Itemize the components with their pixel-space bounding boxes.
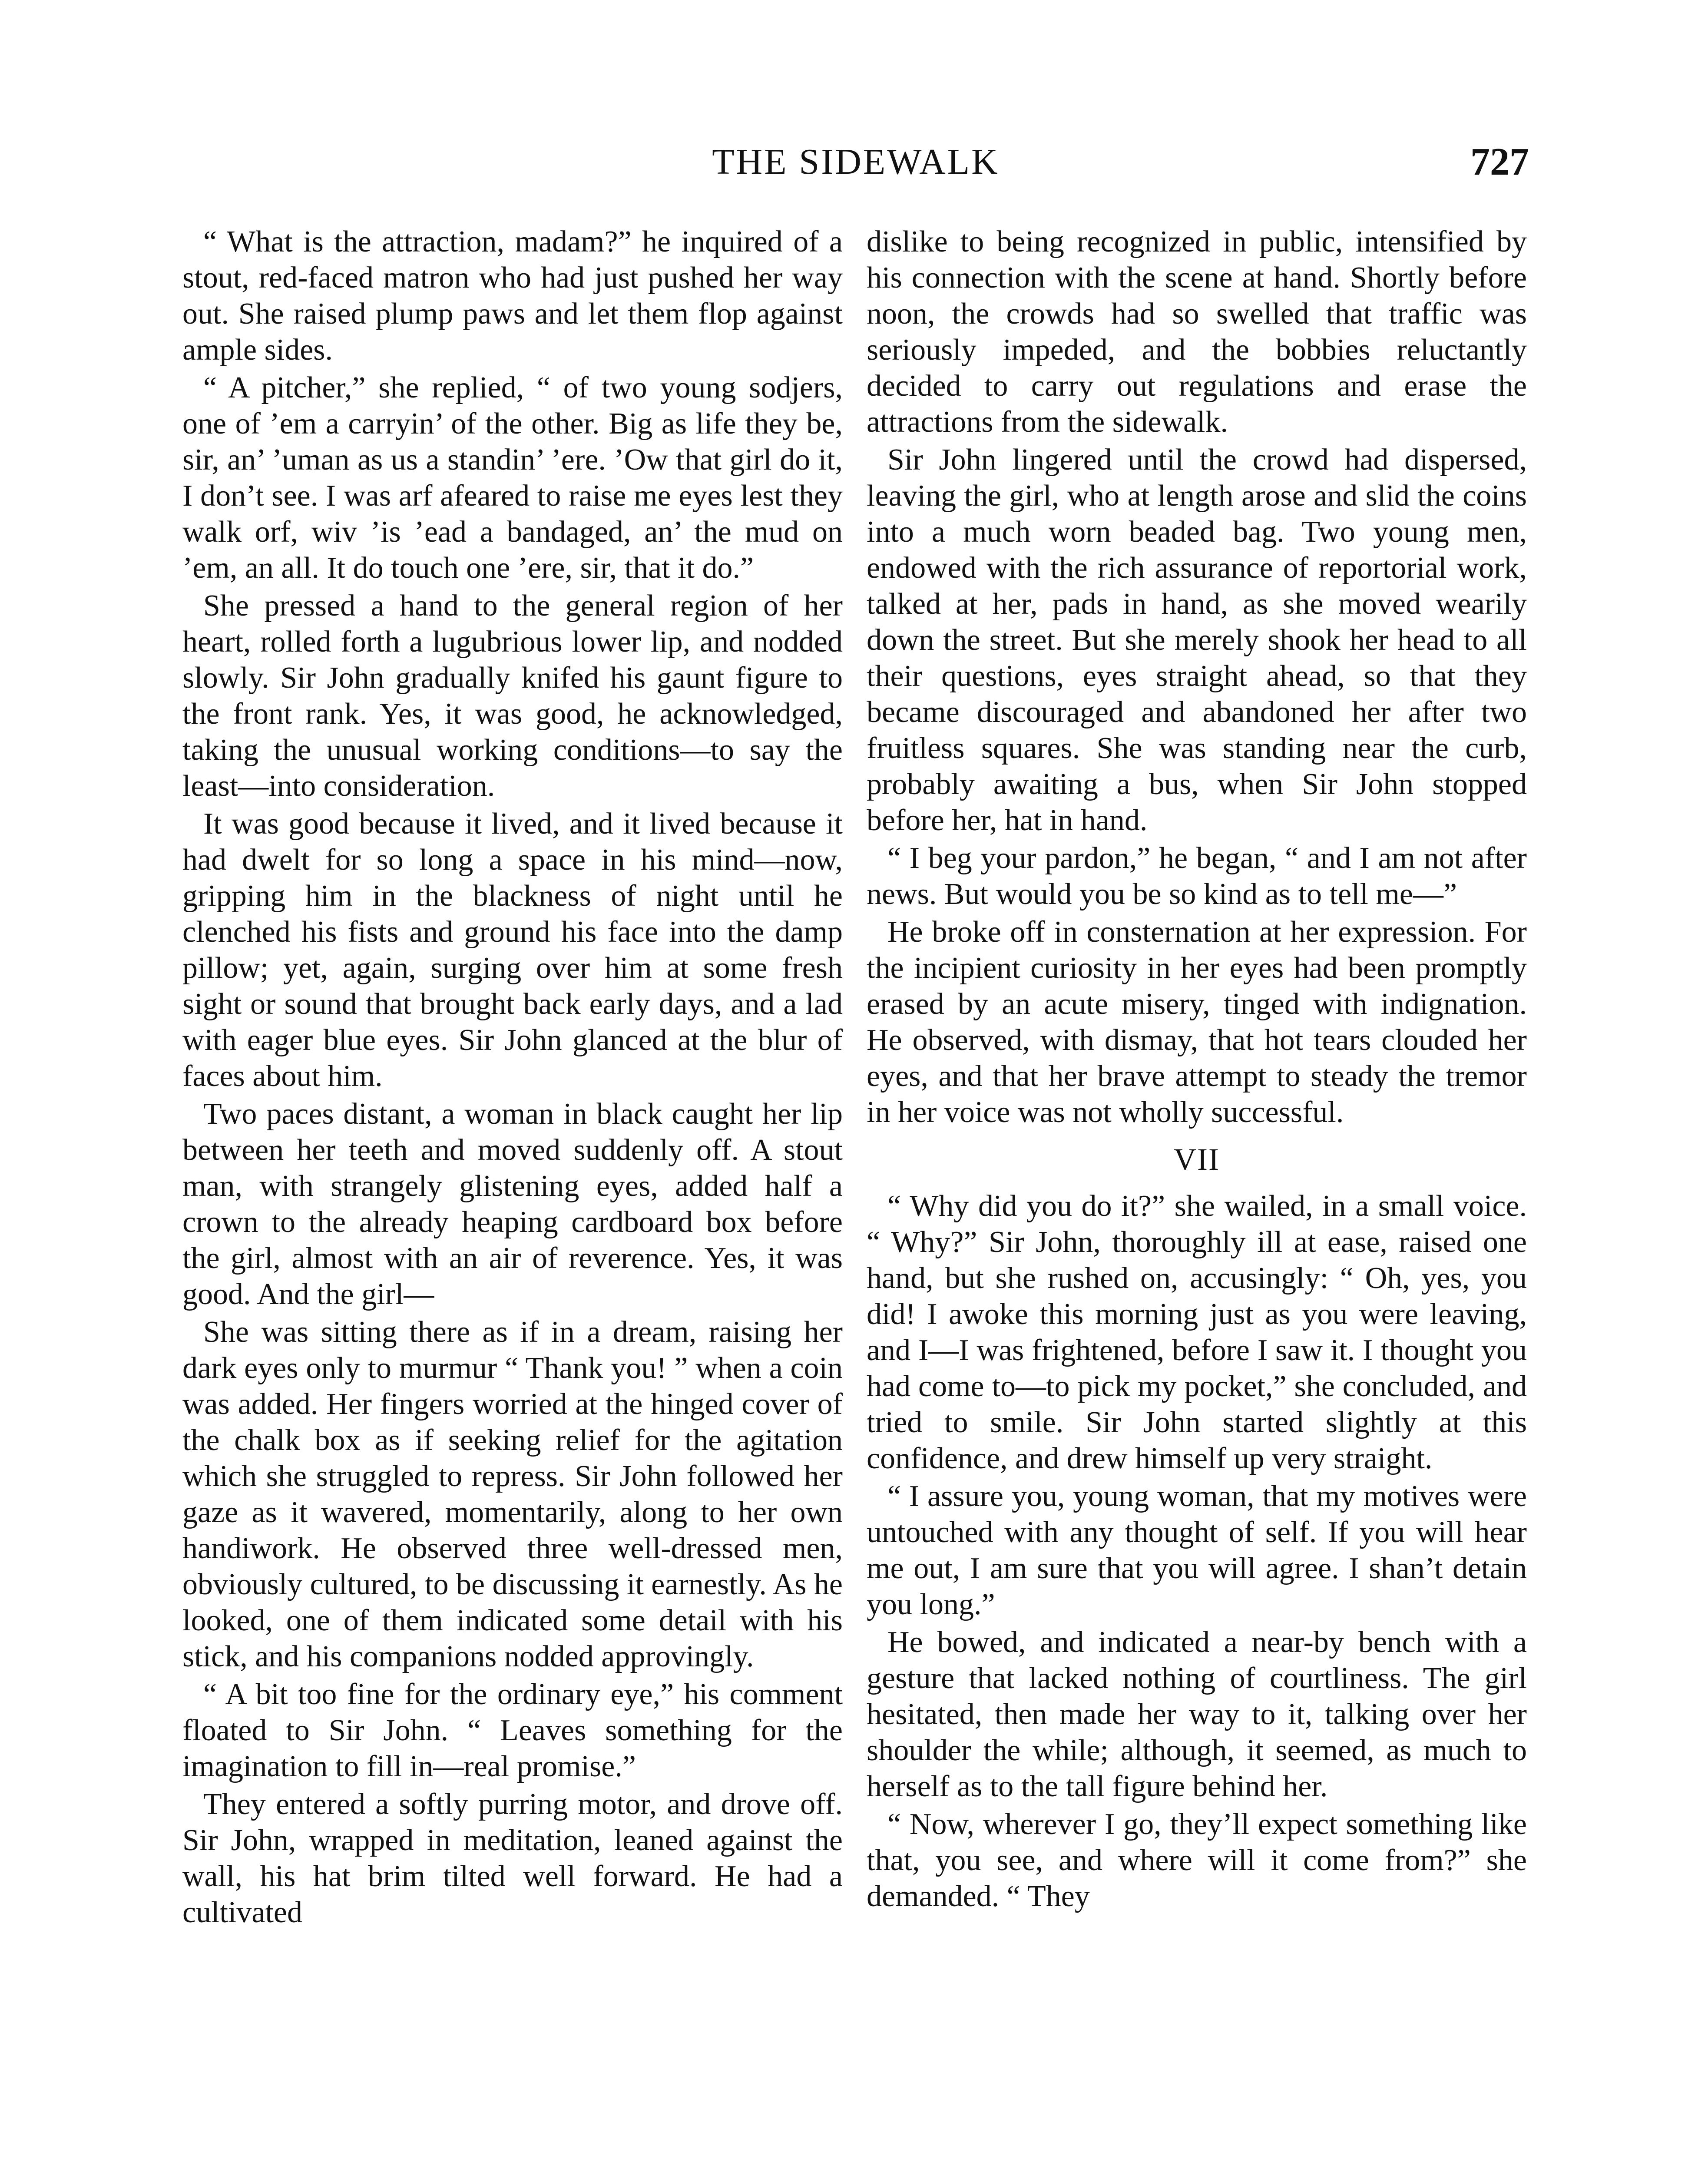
paragraph: “ I assure you, young woman, that my motives were untouched with any thought of self. If you will hear me out, I am sure that you will agree. I shan’t detain you long.” (867, 1480, 1527, 1621)
paragraph: Two paces distant, a woman in black caught her lip between her teeth and moved suddenly off. A stout man, with strangely glistening eyes, added half a crown to the already heaping cardboard box before the girl, almost with an air of reverence. Yes, it was good. And the girl— (182, 1097, 843, 1311)
paragraph: Sir John lingered until the crowd had dispersed, leaving the girl, who at length arose and slid the coins into a much worn beaded bag. Two young men, endowed with the rich assurance of reportorial work, talked at her, pads in hand, as she moved wearily down the street. But she merely shook her head to all their questions, eyes straight ahead, so that they became discouraged and abandoned her after two fruitless squares. She was standing near the curb, probably awaiting a bus, when Sir John stopped before her, hat in hand. (867, 443, 1527, 837)
paragraph: “ What is the attraction, madam?” he inquired of a stout, red-faced matron who had just pushed her way out. She raised plump paws and let them flop against ample sides. (182, 225, 843, 367)
left-column (182, 224, 843, 2172)
page-header (182, 138, 1529, 186)
paragraph: She was sitting there as if in a dream, raising her dark eyes only to murmur “ Thank you! ” when a coin was added. Her fingers worried at the hinged cover of the chalk box as if seeking relief for the agitation which she struggled to repress. Sir John followed her gaze as it wavered, momentarily, along to her own handiwork. He observed three well-dressed men, obviously cultured, to be discussing it earnestly. As he looked, one of them indicated some detail with his stick, and his companions nodded approvingly. (182, 1315, 843, 1673)
paragraph: “ Now, wherever I go, they’ll expect something like that, you see, and where will it come from?” she demanded. “ They (867, 1808, 1527, 1913)
paragraph: “ A pitcher,” she replied, “ of two young sodjers, one of ’em a carryin’ of the other. Big as life they be, sir, an’ ’uman as us a standin’ ’ere. ’Ow that girl do it, I don’t see. I was arf afeared to raise me eyes lest they walk orf, wiv ’is ’ead a bandaged, an’ the mud on ’em, an all. It do touch one ’ere, sir, that it do.” (182, 371, 843, 585)
paragraph: “ I beg your pardon,” he began, “ and I am not after news. But would you be so kind as to tell me—” (867, 841, 1527, 911)
section-heading: VII (1174, 1142, 1220, 1177)
paragraph: “ Why did you do it?” she wailed, in a small voice. “ Why?” Sir John, thoroughly ill at ease, raised one hand, but she rushed on, accusingly: “ Oh, yes, you did! I awoke this morning just as you were leaving, and I—I was frightened, before I saw it. I thought you had come to—to pick my pocket,” she concluded, and tried to smile. Sir John started slightly at this confidence, and drew himself up very straight. (867, 1189, 1527, 1475)
right-column (867, 224, 1527, 2172)
continued-paragraph: dislike to being recognized in public, intensified by his connection with the scene at hand. Shortly before noon, the crowds had so swelled that traffic was seriously impeded, and the bobbies reluctantly decided to carry out regulations and erase the attractions from the sidewalk. (867, 225, 1527, 439)
paragraph: He bowed, and indicated a near-by bench with a gesture that lacked nothing of courtliness. The girl hesitated, then made her way to it, talking over her shoulder the while; although, it seemed, as much to herself as to the tall figure behind her. (867, 1626, 1527, 1803)
paragraph: It was good because it lived, and it lived because it had dwelt for so long a space in his mind—now, gripping him in the blackness of night until he clenched his fists and ground his face into the damp pillow; yet, again, surging over him at some fresh sight or sound that brought back early days, and a lad with eager blue eyes. Sir John glanced at the blur of faces about him. (182, 807, 843, 1093)
paragraph: He broke off in consternation at her expression. For the incipient curiosity in her eyes had been promptly erased by an acute misery, tinged with indignation. He observed, with dismay, that hot tears clouded her eyes, and that her brave attempt to steady the tremor in her voice was not wholly successful. (867, 915, 1527, 1129)
page-number: 727 (1470, 140, 1529, 183)
paragraph: They entered a softly purring motor, and drove off. Sir John, wrapped in meditation, leaned against the wall, his hat brim tilted well forward. He had a cultivated (182, 1788, 843, 1929)
paragraph: “ A bit too fine for the ordinary eye,” his comment floated to Sir John. “ Leaves something for the imagination to fill in—real promise.” (182, 1678, 843, 1783)
paragraph: She pressed a hand to the general region of her heart, rolled forth a lugubrious lower lip, and nodded slowly. Sir John gradually knifed his gaunt figure to the front rank. Yes, it was good, he acknowledged, taking the unusual working conditions—to say the least—into consideration. (182, 589, 843, 803)
running-title: THE SIDEWALK (712, 142, 1000, 182)
